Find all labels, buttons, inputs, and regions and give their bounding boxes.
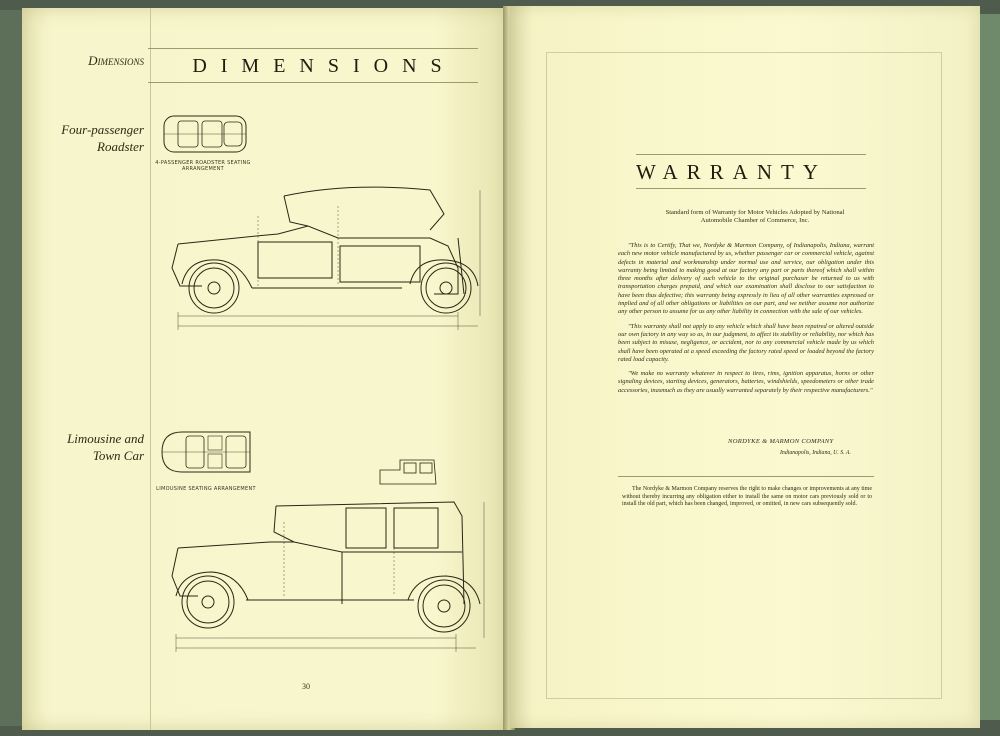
page-title: DIMENSIONS — [192, 55, 456, 77]
limousine-side-drawing — [154, 492, 494, 662]
warranty-body — [618, 242, 874, 401]
limousine-seating-caption: LIMOUSINE SEATING ARRANGEMENT — [156, 486, 256, 492]
warranty-rule-bottom — [636, 188, 866, 189]
warranty-subtitle: Standard form of Warranty for Motor Vehicles Adopted by National Automobile Chamber of Commerce, Inc. — [665, 209, 845, 224]
roadster-seating-diagram — [162, 112, 252, 158]
title-rule-top — [148, 48, 478, 49]
sidebar-section-label: Dimensions — [88, 53, 144, 68]
warranty-footnote: The Nordyke & Marmon Company reserves the right to make changes or improvements at any time without thereby incurring any obligation either to install the same on motor cars previously sold or to install the old part, which has been changed, improved, or omitted, in new cars subsequently sold. — [622, 486, 872, 508]
limousine-seating-diagram — [158, 426, 258, 482]
roadster-seating-caption: 4-PASSENGER ROADSTER SEATING ARRANGEMENT — [155, 160, 251, 172]
warranty-paragraph: "This is to Certify, That we, Nordyke & Marmon Company, of Indianapolis, Indiana, warrant each new motor vehicle manufactured by us, whether passenger car or commercial vehicle, against defects in material and workmanship under normal use and service, our obligation under this warranty being limited to making good at our factory any part or parts thereof which shall within three months after delivery of such vehicle to the original purchaser be returned to us with transportation charges prepaid, and which our examination shall disclose to our satisfaction to have been thus defective; this warranty being expressly in lieu of all other warranties expressed or implied and of all other obligations or liabilities on our part, and we neither assume nor authorize any other person to assume for us any other liability in connection with the sale of our vehicles. — [618, 242, 874, 316]
page-number: 30 — [302, 682, 310, 691]
footnote-rule — [618, 476, 874, 477]
warranty-rule-top — [636, 154, 866, 155]
warranty-location: Indianapolis, Indiana, U. S. A. — [780, 450, 851, 456]
sidebar-divider — [150, 8, 151, 730]
warranty-paragraph: "We make no warranty whatever in respect to tires, rims, ignition apparatus, horns or other signaling devices, starting devices, generators, batteries, windshields, speedometers or other trade accessories, inasmuch as they are usually warranted separately by their respective manufacturers." — [618, 370, 874, 394]
limousine-label: Limousine and Town Car — [67, 431, 144, 463]
roadster-label: Four-passenger Roadster — [61, 122, 144, 154]
warranty-company: NORDYKE & MARMON COMPANY — [728, 438, 834, 445]
left-page — [22, 8, 508, 730]
right-page — [510, 6, 980, 728]
warranty-paragraph: "This warranty shall not apply to any vehicle which shall have been repaired or altered outside our own factory in any way so as, in our judgment, to affect its stability or reliability, nor which has been subject to misuse, negligence, or accident, nor to any commercial vehicle made by us which shall have been operated at a speed exceeding the factory rated speed or loaded beyond the factory rated load capacity. — [618, 322, 874, 363]
warranty-title: WARRANTY — [636, 160, 827, 184]
town-car-outline — [378, 456, 442, 488]
roadster-side-drawing — [158, 176, 488, 336]
title-rule-bottom — [148, 82, 478, 83]
